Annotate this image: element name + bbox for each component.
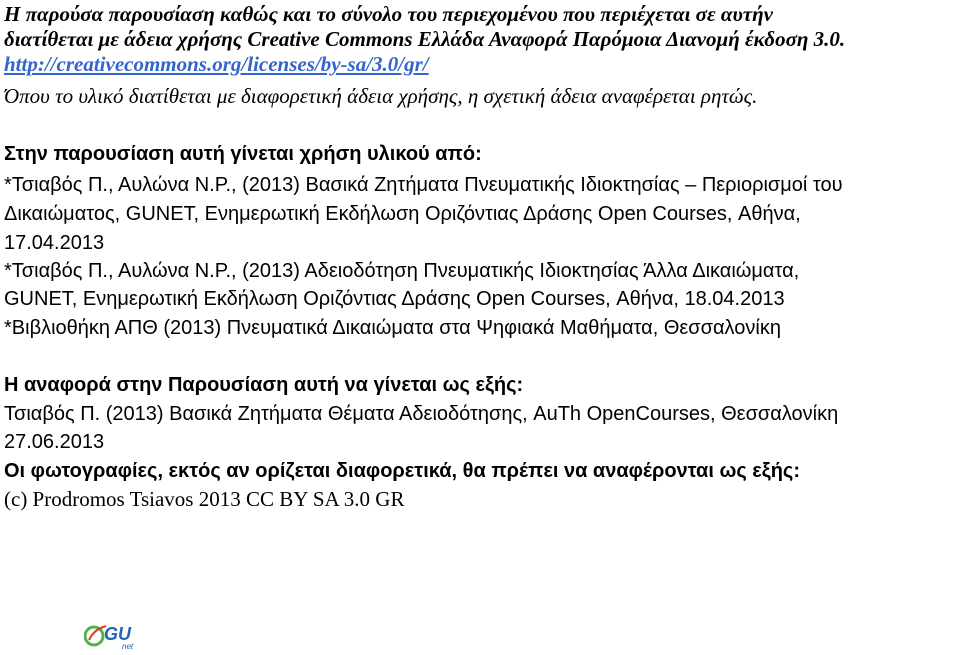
source-line-2: Δικαιώματος, GUNET, Ενημερωτική Εκδήλωση Οριζόντιας Δράσης Open Courses, Αθήνα,	[4, 203, 801, 225]
citation-line-2: 27.06.2013	[4, 431, 105, 453]
other-license-note: Όπου το υλικό διατίθεται με διαφορετική άδεια χρήσης, η σχετική άδεια αναφέρεται ρητώς.	[4, 84, 758, 108]
photos-credit: (c) Prodromos Tsiavos 2013 CC BY SA 3.0 GR	[4, 487, 405, 511]
source-line-5: GUNET, Ενημερωτική Εκδήλωση Οριζόντιας Δράσης Open Courses, Αθήνα, 18.04.2013	[4, 288, 785, 310]
source-line-6: *Βιβλιοθήκη ΑΠΘ (2013) Πνευματικά Δικαιώματα στα Ψηφιακά Μαθήματα, Θεσσαλονίκη	[4, 317, 781, 339]
sources-heading: Στην παρουσίαση αυτή γίνεται χρήση υλικού από:	[4, 143, 482, 165]
source-line-3: 17.04.2013	[4, 232, 105, 254]
photos-heading: Οι φωτογραφίες, εκτός αν ορίζεται διαφορετικά, θα πρέπει να αναφέρονται ως εξής:	[4, 460, 800, 482]
source-line-4: *Τσιαβός Π., Αυλώνα Ν.Ρ., (2013) Αδειοδότηση Πνευματικής Ιδιοκτησίας Άλλα Δικαιώματα,	[4, 260, 800, 282]
logo-text: GU	[104, 624, 131, 644]
license-notice	[4, 2, 952, 77]
citation-heading: Η αναφορά στην Παρουσίαση αυτή να γίνεται ως εξής:	[4, 374, 524, 396]
logo-ring-icon	[85, 627, 103, 645]
citation-line-1: Τσιαβός Π. (2013) Βασικά Ζητήματα Θέματα Αδειοδότησης, AuTh OpenCourses, Θεσσαλονίκη	[4, 403, 839, 425]
license-line-2: διατίθεται με άδεια χρήσης Creative Commons Ελλάδα Αναφορά Παρόμοια Διανομή έκδοση 3.0.	[4, 27, 846, 51]
gunet-logo-mark	[84, 618, 140, 650]
license-link[interactable]: http://creativecommons.org/licenses/by-sa/3.0/gr/	[4, 52, 429, 76]
source-line-1: *Τσιαβός Π., Αυλώνα Ν.Ρ., (2013) Βασικά Ζητήματα Πνευματικής Ιδιοκτησίας – Περιορισμοί του	[4, 174, 843, 196]
license-line-1: Η παρούσα παρουσίαση καθώς και το σύνολο του περιεχομένου που περιέχεται σε αυτήν	[4, 2, 773, 26]
gunet-logo	[84, 618, 140, 650]
logo-subtext: net	[122, 642, 134, 650]
